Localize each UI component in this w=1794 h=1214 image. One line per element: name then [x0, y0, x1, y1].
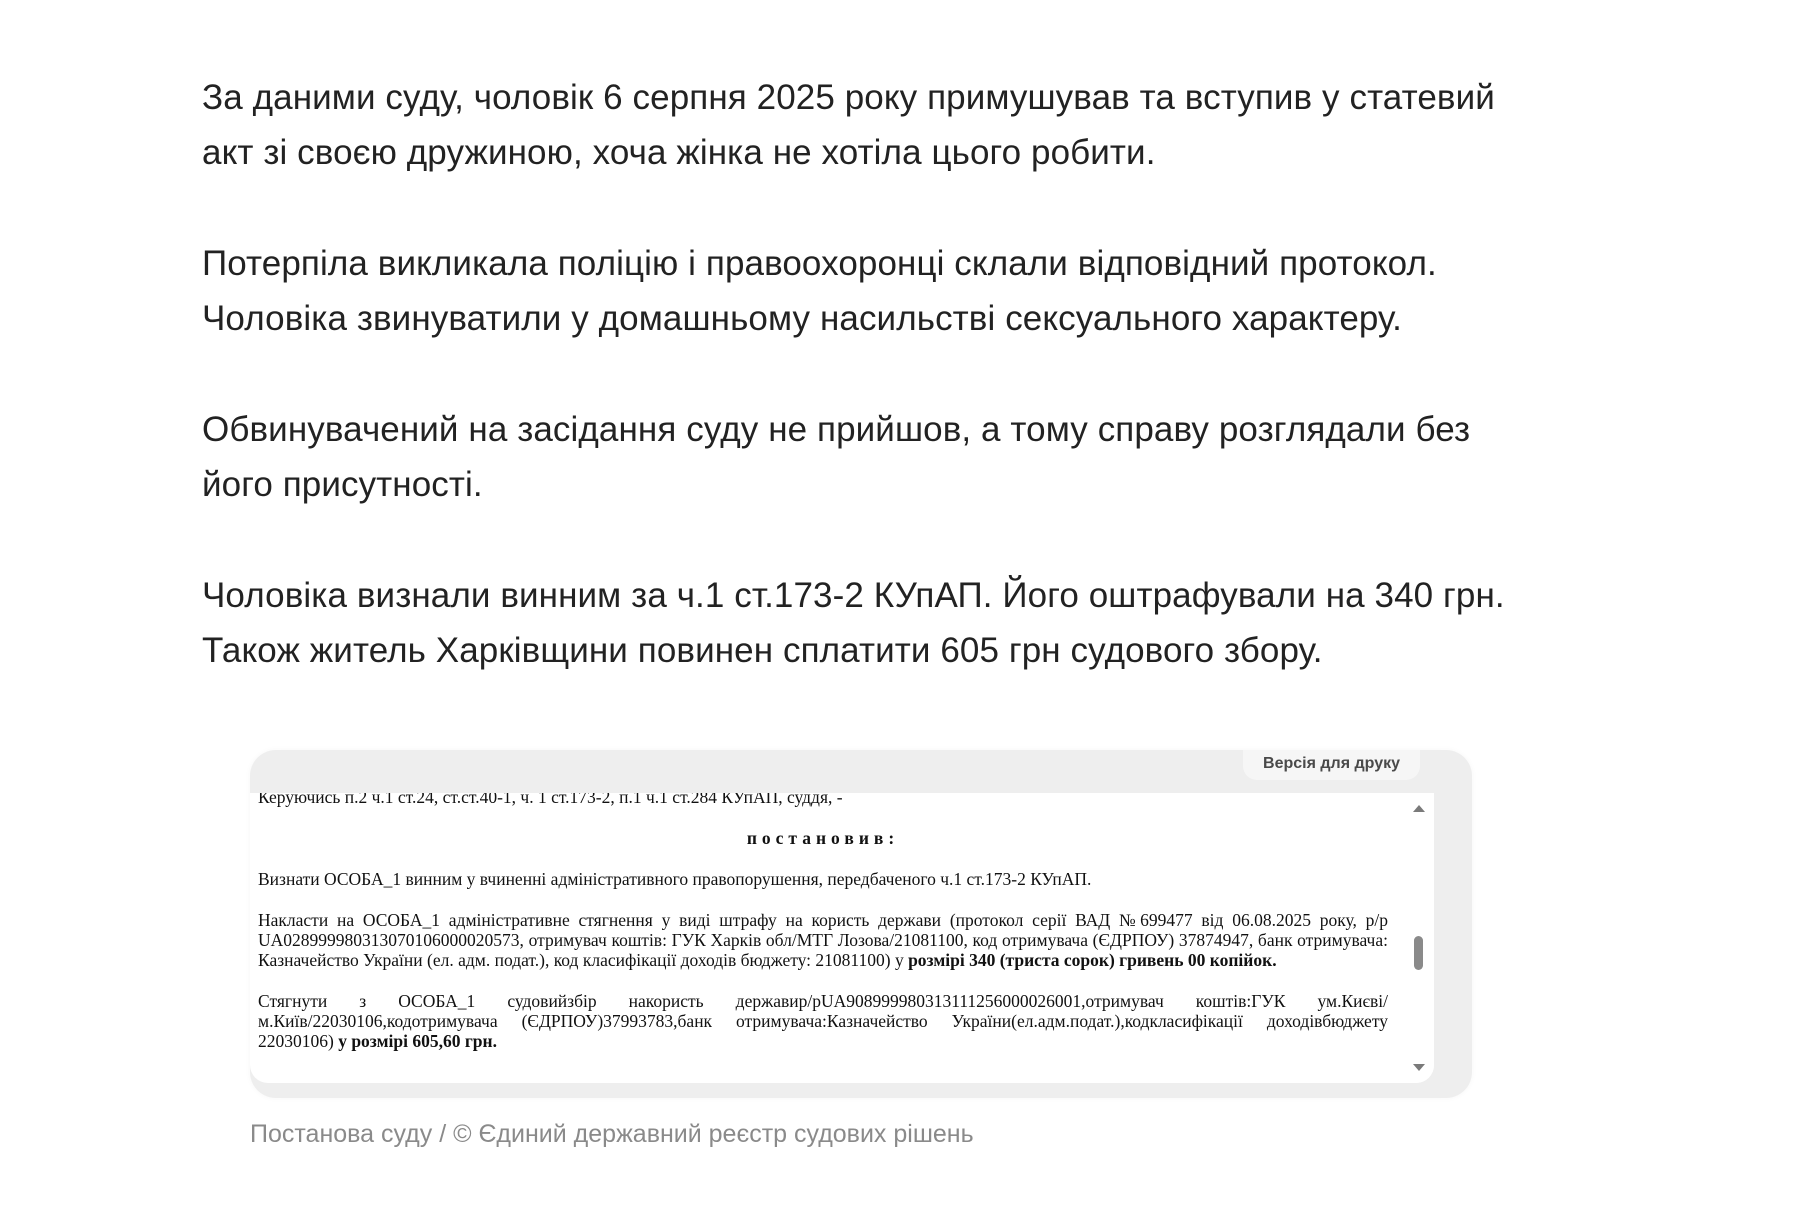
court-decision-screenshot: [250, 750, 1472, 1098]
doc-paragraph-bold: розмірі 340 (триста сорок) гривень 00 копійок.: [908, 950, 1277, 970]
article-paragraph: Обвинувачений на засідання суду не прийшов, а тому справу розглядали без його присутності.: [202, 410, 1471, 504]
doc-line-top: Керуючись п.2 ч.1 ст.24, ст.ст.40-1, ч. 1 ст.173-2, п.1 ч.1 ст.284 КУпАП, суддя, -: [258, 793, 843, 807]
print-version-button[interactable]: Версія для друку: [1243, 750, 1420, 780]
figure-caption: Постанова суду / © Єдиний державний реєстр судових рішень: [250, 1120, 974, 1148]
doc-paragraph-text: Накласти на ОСОБА_1 адміністративне стягнення у виді штрафу на користь держави (протокол серії ВАД №699477 від 06.08.2025 року, р/р UA028999980313070106000020573, отримувач коштів: ГУК Харків обл/МТГ Лозова/21081100, код отримувача (ЄДРПОУ) 37874947, банк отримувача: Казначейство України (ел. адм. подат.), код класифікації доходів бюджету: 21081100) у: [258, 910, 1388, 970]
doc-resolution-title: постановив:: [746, 828, 900, 848]
doc-paragraph: [258, 910, 1388, 970]
article-body: [202, 70, 1542, 734]
doc-paragraph-text: Стягнути з ОСОБА_1 судовийзбір накористь державир/рUA908999980313111256000026001,отримувач коштів:ГУК ум.Києві/м.Київ/22030106,кодотримувача (ЄДРПОУ)37993783,банк отримувача:Казначейство України(ел.адм.подат.),кодкласифікації доходівбюджету 22030106): [258, 991, 1388, 1051]
article-paragraph: Чоловіка визнали винним за ч.1 ст.173-2 КУпАП. Його оштрафували на 340 грн. Також житель Харківщини повинен сплатити 605 грн судового збору.: [202, 576, 1505, 670]
article-paragraph: Потерпіла викликала поліцію і правоохоронці склали відповідний протокол. Чоловіка звинуватили у домашньому насильстві сексуального характеру.: [202, 244, 1437, 338]
scroll-up-arrow-icon[interactable]: [1413, 805, 1425, 812]
court-decision-figure: [250, 750, 1472, 1150]
document-text: [258, 793, 1388, 1072]
scroll-thumb[interactable]: [1414, 936, 1423, 970]
doc-paragraph-bold: у розмірі 605,60 грн.: [338, 1031, 497, 1051]
article-paragraph: За даними суду, чоловік 6 серпня 2025 року примушував та вступив у статевий акт зі своєю дружиною, хоча жінка не хотіла цього робити.: [202, 78, 1495, 172]
doc-paragraph: [258, 991, 1388, 1051]
scroll-down-arrow-icon[interactable]: [1413, 1064, 1425, 1071]
document-scrollbar[interactable]: [1404, 793, 1434, 1083]
document-frame: [250, 793, 1434, 1083]
doc-paragraph: Визнати ОСОБА_1 винним у вчиненні адміністративного правопорушення, передбаченого ч.1 ст.173-2 КУпАП.: [258, 869, 1092, 889]
